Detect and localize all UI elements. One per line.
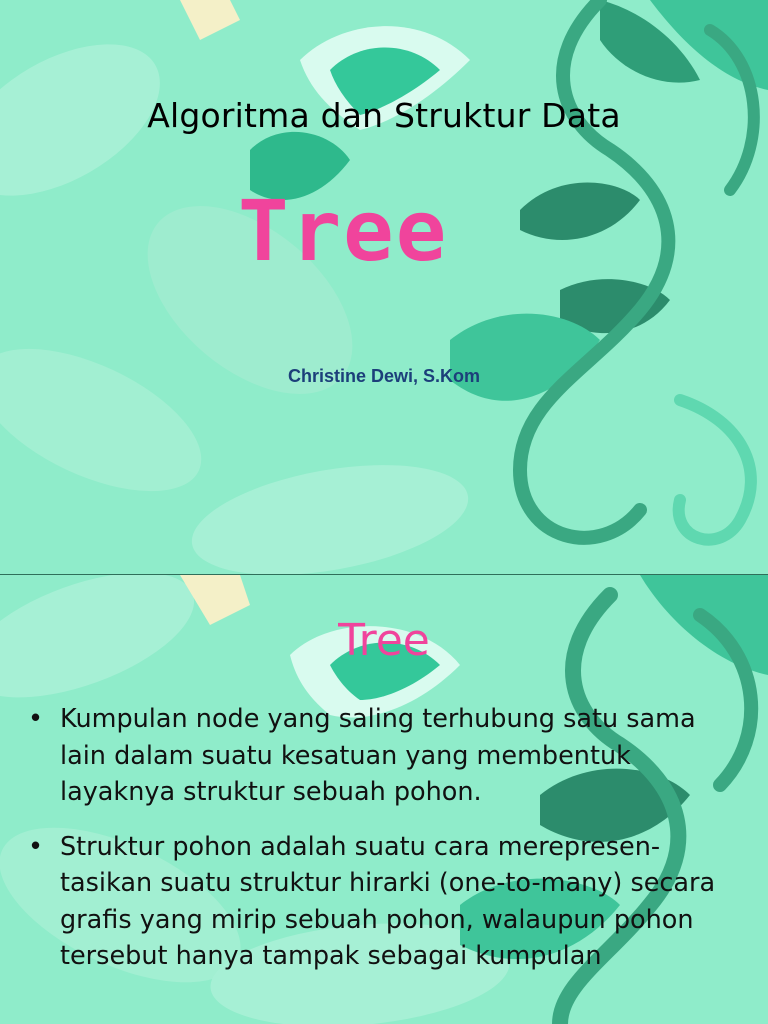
pale-leaf	[0, 319, 222, 520]
bullet-text: Kumpulan node yang saling terhubung satu sama lain dalam suatu kesatuan yang membentuk layaknya struktur sebuah pohon.	[60, 704, 696, 807]
author-name: Christine Dewi, S.Kom	[287, 366, 481, 386]
presentation-title: Algoritma dan Struktur Data	[147, 96, 621, 135]
vine	[520, 0, 668, 538]
bullet-icon: •	[28, 704, 44, 734]
bullet-icon: •	[28, 831, 44, 862]
flower-petal	[180, 0, 240, 40]
bullet-text: Struktur pohon adalah suatu cara merepresen-tasikan suatu struktur hirarki (one-to-many) secara grafis yang mirip sebuah pohon, walaupun pohon tersebut hanya tampak sebagai kumpulan	[60, 831, 716, 971]
list-item	[28, 701, 748, 811]
bullet-list	[28, 701, 748, 993]
vine	[679, 400, 751, 540]
content-slide	[0, 575, 768, 1024]
presentation-subtitle: Tree	[238, 182, 449, 280]
dark-leaf	[520, 183, 640, 241]
list-item	[28, 829, 748, 975]
pale-leaf	[183, 446, 476, 574]
slide-heading: Tree	[338, 615, 430, 666]
mid-leaf	[450, 314, 600, 401]
